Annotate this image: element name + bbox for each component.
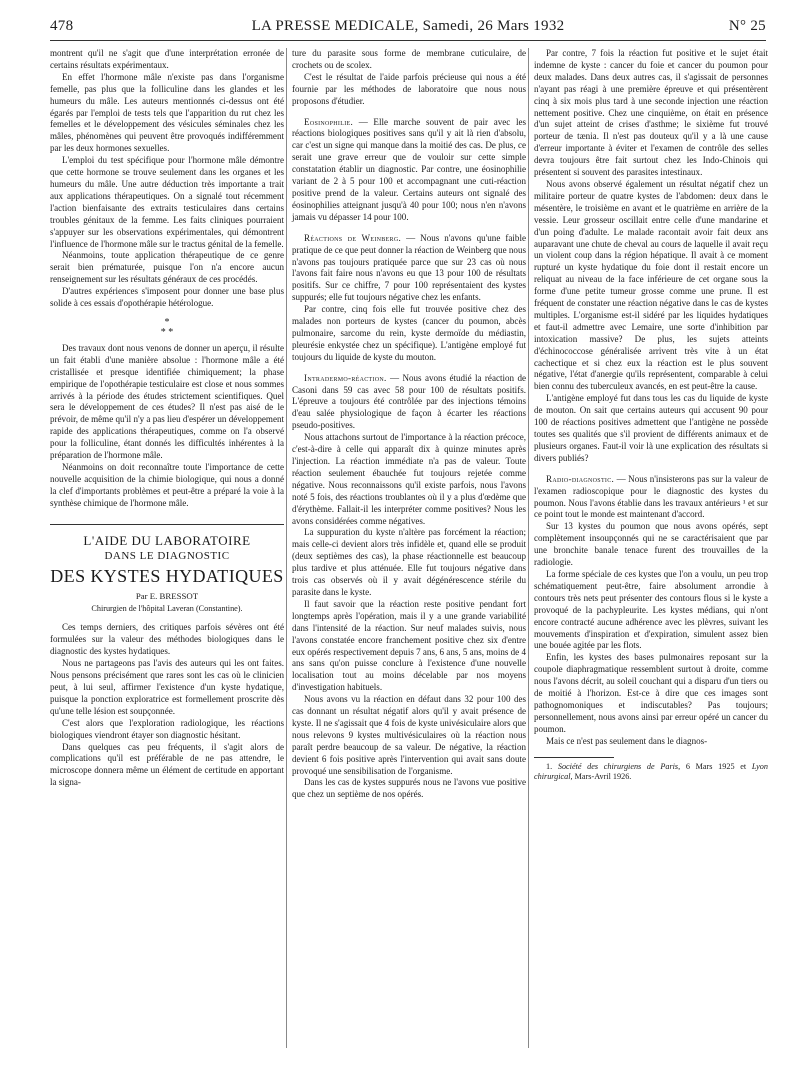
paragraph: Nous avons vu la réaction en défaut dans 32 pour 100 des cas donnant un résultat négatif alors qu'il y avait présence de kyste. Il ne s'agissait que 4 fois de kyste univésiculaire alors que nous relevons 9 kystes multivésiculaires où la réaction nous paraît perdre beaucoup de sa valeur. De négative, la réaction devient 6 fois positive après l'intervention qui avait sans doute provoqué une sensibilisation de l'organisme. — [292, 694, 526, 776]
footnote-date: , 6 Mars 1925 et — [678, 761, 752, 771]
footnote-rule — [534, 757, 614, 758]
column-1 — [50, 48, 284, 789]
running-header — [50, 14, 766, 36]
paragraph: Néanmoins on doit reconnaître toute l'importance de cette nouvelle acquisition de la chimie biologique, qui nous a donné la clef d'importants problèmes et peut-être a préparé la voie à la synthèse chimique de l'hormone mâle. — [50, 462, 284, 508]
section-radio-diagnostic — [534, 474, 768, 522]
author-affiliation: Chirurgien de l'hôpital Laveran (Constantine). — [91, 603, 243, 613]
paragraph: montrent qu'il ne s'agit que d'une interprétation erronée de certains résultats expérimentaux. — [50, 48, 284, 70]
article-heading-2: DANS LE DIAGNOSTIC — [104, 549, 230, 562]
paragraph: L'antigène employé fut dans tous les cas du liquide de kyste de mouton. On sait que certains auteurs qui accusent 90 pour 100 de réactions positives admettent que l'antigène ne possède toutes ses qualités que s'il provient de différents animaux et de plusieurs organes. Faut-il voir là une explication des résultats si divers publiés? — [534, 393, 768, 463]
column-divider — [286, 48, 287, 1048]
paragraph: C'est le résultat de l'aide parfois précieuse qui nous a été fournie par les méthodes de laboratoire que nous nous proposons d'étudier. — [292, 71, 526, 106]
paragraph: D'autres expériences s'imposent pour donner une base plus solide à ces essais d'opothérapie hétérologue. — [50, 286, 284, 309]
paragraph: La suppuration du kyste n'altère pas forcément la réaction; mais celle-ci devient alors très infidèle et, quand elle se produit (deux septièmes des cas), la phase réactionnelle est beaucoup plus tardive et plus atténuée. Elle fut toujours négative dans trois cas observés où il y avait dégénérescence stérile du parasite dans le kyste. — [292, 527, 526, 597]
paragraph: C'est alors que l'exploration radiologique, les réactions biologiques viendront étayer son diagnostic hésitant. — [50, 717, 284, 740]
run-in-heading: Réactions de Weinberg. — [304, 232, 402, 243]
paragraph: Nous avons observé également un résultat négatif chez un militaire porteur de quatre kystes de l'abdomen: deux dans le mésentère, le troisième en avant et le quatrième en arrière de la vessie. Leur grosseur oscillait entre celle d'une mandarine et d'un poing d'adulte. Le malade racontait avoir fait deux ans auparavant une chute de cheval au cours de laquelle il avait reçu un violent coup dans la région hépatique. Il avait à ce moment rupturé un kyste hydatique du foie dont il restait encore un reliquat au niveau de la face inférieure de cet organe sous la forme d'une petite tumeur grosse comme une prune. Il est fréquent de constater une réaction négative dans le cas de kystes multiples. L'organisme est-il sidéré par les liquides hydatiques et faut-il admettre avec Lemaire, une sorte d'inhibition par intoxication massive? De plus, les sujets atteints d'échinococcose généralisée arrivent très vite à un état cachectique et si chez eux la réaction est le plus souvent négative, l'état d'anergie qu'ils représentent, comparable à celui bien connu des tuberculeux avancés, en est peut-être la cause. — [534, 178, 768, 392]
column-2 — [292, 48, 526, 801]
paragraph: Dans les cas de kystes suppurés nous ne l'avons vue positive que chez un septième de nos opérés. — [292, 777, 526, 800]
section-eosinophilie — [292, 117, 526, 224]
paragraph: Néanmoins, toute application thérapeutique de ce genre serait bien prématurée, puisque l'on n'a encore aucun renseignement sur les résultats généraux de ces procédés. — [50, 250, 284, 285]
footnote — [534, 762, 768, 783]
run-in-heading: Intradermo-réaction. — [304, 372, 387, 383]
paragraph: Par contre, 7 fois la réaction fut positive et le sujet était indemne de kyste : cancer du foie et cancer du poumon pour deux malades. Dans deux autres cas, il s'agissait de personnes n'ayant pas réagi à une première épreuve et qui présentèrent cinq à six mois plus tard à une seconde injection une réaction nettement positive. Chez une cinquième, on était en présence d'un sujet atteint de crises d'asthme; le sixième fut trouvé porteur de tænia. Il n'est pas douteux qu'il y a là une cause d'erreur importante à éviter et l'examen de contrôle des selles devra toujours être fait surtout chez les Indo-Chinois qui présentent si souvent des parasites intestinaux. — [534, 48, 768, 178]
section-text: — Nous n'insisterons pas sur la valeur de l'examen radioscopique pour le diagnostic des kystes du poumon. Nous l'avons établie dans les travaux antérieurs ¹ et sur ce point tout le monde est maintenant d'accord. — [534, 473, 768, 520]
section-stars: * * * — [160, 316, 174, 338]
header-rule — [50, 40, 766, 41]
paragraph: Mais ce n'est pas seulement dans le diagnos- — [546, 735, 708, 746]
article-title: DES KYSTES HYDATIQUES — [50, 565, 284, 586]
footnote-source: Lyon chirurgical — [534, 761, 768, 782]
section-text: — Nous n'avons qu'une faible pratique de ce que peut donner la réaction de Weinberg que nous n'avons pas toujours pratiquée parce que sur 23 cas où nous l'avons fait faire nous n'avons eu que 13 pour 100 de résultats positifs. Sur ce chiffre, 7 pour 100 représentaient des kystes suppurés; elle fut toujours négative chez les enfants. — [292, 232, 526, 303]
footnote-source: Société des chirurgiens de Paris — [557, 761, 679, 771]
section-text: — Elle marche souvent de pair avec les réactions biologiques positives sans qu'il y ait là rien d'absolu, car c'est un signe qui manque dans la moitié des cas. De plus, ce serait une grave erreur que de vouloir sur cette simple constatation établir un diagnostic. Par contre, une éosinophilie variant de 2 à 5 pour 100 et accompagnant une cuti-réaction positive prend de la valeur. Certains auteurs ont signalé des éosinophilies atteignant jusqu'à 40 pour 100; nous n'en n'avons jamais vu dépasser 14 pour 100. — [292, 116, 526, 222]
journal-title: LA PRESSE MEDICALE, Samedi, 26 Mars 1932 — [251, 18, 565, 34]
section-text: — Nous avons étudié la réaction de Casoni dans 59 cas avec 58 pour 100 de résultats positifs. L'épreuve a toujours été contrôlée par des injections témoins d'eau salée physiologique de façon à écarter les réactions pseudo-positives. — [292, 372, 526, 431]
column-3 — [534, 48, 768, 783]
footnote-number: 1. — [546, 761, 558, 771]
section-intradermo — [292, 373, 526, 433]
paragraph: Par contre, cinq fois elle fut trouvée positive chez des malades non porteurs de kystes (cancer du poumon, abcès pulmonaire, sarcome du rein, kyste dermoïde du médiastin, pleurésie enkystée chez un spécifique). L'antigène employé fut toujours du liquide de kyste du mouton. — [292, 304, 526, 362]
column-divider — [528, 48, 529, 1048]
paragraph: La forme spéciale de ces kystes que l'on a voulu, un peu trop schématiquement peut-être, faire absolument arrondie à contours très nets peut présenter des contours flous si le kyste a provoqué de la pachypleurite. Les kystes médians, qui n'ont encore contracté aucune adhérence avec les plèvres, suivant les mouvements d'inspiration et d'expiration, simulent assez bien une bouée agitée par les flots. — [534, 568, 768, 651]
footnote-date: , Mars-Avril 1926. — [570, 772, 632, 782]
paragraph: Enfin, les kystes des bases pulmonaires reposant sur la coupole diaphragmatique ressemblent surtout à droite, comme nous l'avons décrit, au soleil couchant qui a disparu d'un tiers ou de moitié à l'horizon. Est-ce à dire que ces images sont pathognomoniques et indiscutables? Pas toujours; personnellement, nous avons ainsi par erreur opéré un cancer du poumon. — [534, 652, 768, 734]
paragraph: L'emploi du test spécifique pour l'hormone mâle démontre que cette hormone se trouve seulement dans les organes et les humeurs du mâle. Une autre déduction très importante a trait aux applications thérapeutiques. On a signalé tout récemment l'action bienfaisante des extraits testiculaires dans certains troubles génitaux de la femme. Les faits cliniques pourraient s'appuyer sur les observations expérimentales, qui démontrent l'influence de l'hormone mâle sur le tractus génital de la femelle. — [50, 155, 284, 249]
page-number: 478 — [50, 18, 74, 34]
paragraph: Il faut savoir que la réaction reste positive pendant fort longtemps après l'opération, mais il y a une grande variabilité dans l'intensité de la réaction. Sur neuf malades suivis, nous l'avons constatée encore franchement positive chez six d'entre eux opérés respectivement depuis 7 ans, 6 ans, 5 ans, moins de 4 ans sans qu'on puisse conclure à l'existence d'une nouvelle localisation tout au moins décelable par nos moyens d'investigation habituels. — [292, 598, 526, 693]
article-heading-1: L'AIDE DU LABORATOIRE — [83, 532, 251, 548]
paragraph: Sur 13 kystes du poumon que nous avons opérés, sept complètement insoupçonnés qui ne se caractérisaient que par une bronchite banale tenace furent des trouvailles de la radiologie. — [534, 521, 768, 568]
issue-number: N° 25 — [728, 18, 766, 34]
paragraph: Ces temps derniers, des critiques parfois sévères ont été formulées sur la valeur des méthodes biologiques dans le diagnostic des kystes hydatiques. — [50, 622, 284, 657]
paragraph: Des travaux dont nous venons de donner un aperçu, il résulte un fait établi d'une manière absolue : l'hormone mâle a été cristallisée et presque identifiée chimiquement; la phase empirique de l'opothérapie testiculaire est close et nous sommes arrivés à la période des études strictement scientifiques. Quel sera le développement de ces études? Il n'est pas aisé de le prévoir, de même qu'il n'y a pas lieu d'espérer un développement rapide des applications thérapeutiques, comme on l'a observé pour la folliculine, étant donnés les difficultés inhérentes à la préparation de l'hormone mâle. — [50, 342, 284, 461]
paragraph: Nous ne partageons pas l'avis des auteurs qui les ont faites. Nous pensons précisément que rares sont les cas où le clinicien peut, à lui seul, affirmer l'existence d'un kyste hydatique, puisque la ponction exploratrice est formellement proscrite dès qu'une telle lésion est soupçonnée. — [50, 658, 284, 716]
run-in-heading: Radio-diagnostic. — [546, 473, 615, 484]
paragraph: En effet l'hormone mâle n'existe pas dans l'organisme femelle, pas plus que la folliculine dans les glandes et les humeurs du mâle. Les auteurs mentionnés ci-dessus ont été égarés par l'emploi de tests tels que l'apparition du rut chez les femelles et le développement des vésicules séminales chez les mâles, phénomènes qui peuvent être provoqués indifféremment par les deux hormones sexuelles. — [50, 71, 284, 154]
article-author: Par E. BRESSOT — [135, 590, 199, 601]
run-in-heading: Eosinophilie. — [304, 116, 354, 127]
paragraph: Nous attachons surtout de l'importance à la réaction précoce, c'est-à-dire à celle qui apparaît dix à quinze minutes après l'injection. La réaction immédiate n'a pas de valeur. Toute réaction seulement ébauchée fut toujours rejetée comme négative. Nous reconnaissons qu'il existe parfois, nous l'avons noté 5 fois, des réactions troublantes où il y a plus d'œdème que d'érythème. Fallait-il les interpréter comme positives? Nous les avons considérées comme négatives. — [292, 432, 526, 526]
paragraph: Dans quelques cas peu fréquents, il s'agit alors de complications qu'il est préférable de ne pas attendre, le microscope donnera même un élément de certitude en apportant la signa- — [50, 741, 284, 788]
section-weinberg — [292, 233, 526, 304]
article-separator — [50, 524, 284, 525]
paragraph: ture du parasite sous forme de membrane cuticulaire, de crochets ou de scolex. — [292, 48, 526, 70]
